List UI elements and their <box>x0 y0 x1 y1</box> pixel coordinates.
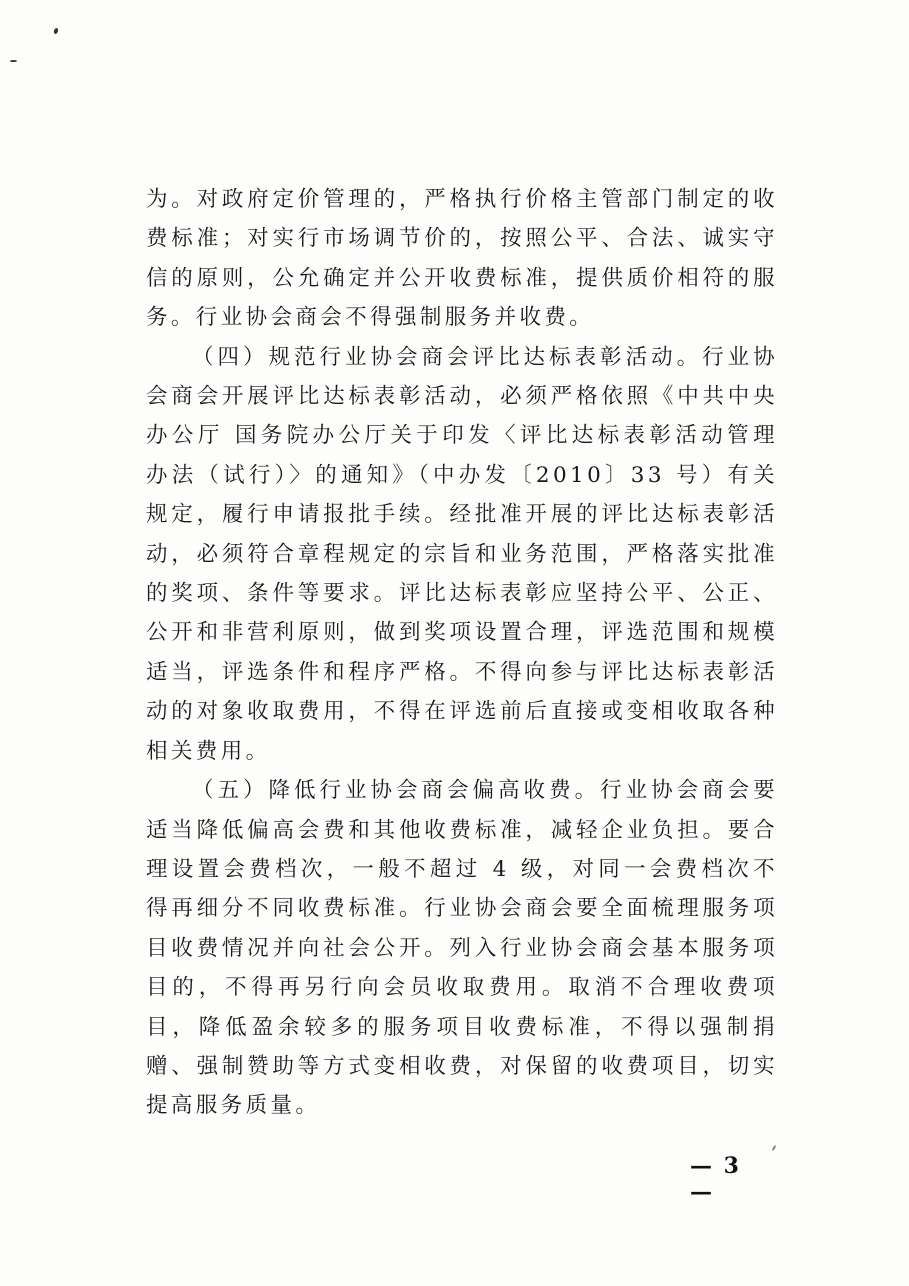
document-body <box>146 180 778 1126</box>
scan-speck <box>772 1145 777 1151</box>
paragraph-section-5: （五）降低行业协会商会偏高收费。行业协会商会要适当降低偏高会费和其他收费标准，减轻企业负担。要合理设置会费档次，一般不超过 4 级，对同一会费档次不得再细分不同收费标准。行业协会商会要全面梳理服务项目收费情况并向社会公开。列入行业协会商会基本服务项目的，不得再另行向会员收取费用。取消不合理收费项目，降低盈余较多的服务项目收费标准，不得以强制捐赠、强制赞助等方式变相收费，对保留的收费项目，切实提高服务质量。 <box>146 778 778 1119</box>
scan-speck <box>10 60 17 62</box>
scan-speck <box>53 27 59 34</box>
page-number: — 3 — <box>690 1153 741 1205</box>
paragraph-section-4: （四）规范行业协会商会评比达标表彰活动。行业协会商会开展评比达标表彰活动，必须严格依照《中共中央办公厅 国务院办公厅关于印发〈评比达标表彰活动管理办法（试行）〉的通知》（中办发〔2010〕33 号）有关规定，履行申请报批手续。经批准开展的评比达标表彰活动，必须符合章程规定的宗旨和业务范围，严格落实批准的奖项、条件等要求。评比达标表彰应坚持公平、公正、公开和非营利原则，做到奖项设置合理，评选范围和规模适当，评选条件和程序严格。不得向参与评比达标表彰活动的对象收取费用，不得在评选前后直接或变相收取各种相关费用。 <box>146 344 778 764</box>
paragraph-continuation: 为。对政府定价管理的，严格执行价格主管部门制定的收费标准；对实行市场调节价的，按照公平、合法、诚实守信的原则，公允确定并公开收费标准，提供质价相符的服务。行业协会商会不得强制服务并收费。 <box>146 187 778 331</box>
